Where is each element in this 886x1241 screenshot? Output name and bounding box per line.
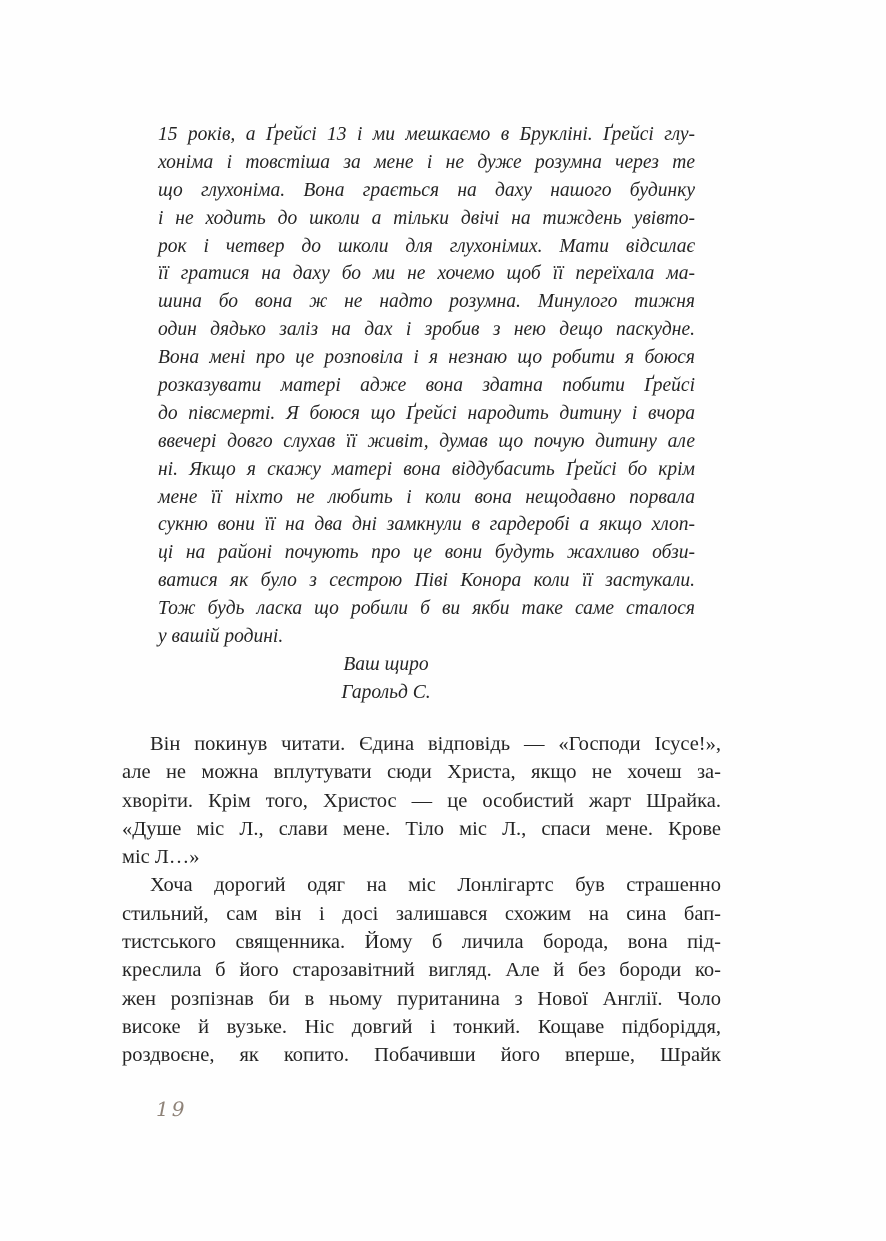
letter-line: шина бо вона ж не надто розумна. Минулого тижня xyxy=(158,291,695,313)
letter-line: до півсмерті. Я боюся що Ґрейсі народить дитину і вчора xyxy=(158,402,695,424)
paragraph-2 xyxy=(122,871,721,1069)
letter-line: рок і четвер до школи для глухонімих. Мати відсилає xyxy=(158,235,695,257)
body-line: високе й вузьке. Ніс довгий і тонкий. Кощаве підборіддя, xyxy=(122,1015,721,1038)
page-number-folio: 19 xyxy=(156,1097,188,1121)
body-line: але не можна вплутувати сюди Христа, якщо не хочеш за- xyxy=(122,761,721,784)
letter-line: розказувати матері адже вона здатна побити Ґрейсі xyxy=(158,375,695,397)
signature-line: Ваш щиро xyxy=(343,653,429,675)
letter-line: Тож будь ласка що робили б ви якби таке саме сталося xyxy=(158,598,695,620)
body-line: хворіти. Крім того, Христос — це особистий жарт Шрайка. xyxy=(122,789,721,812)
letter-line: один дядько заліз на дах і зробив з нею дещо паскудне. xyxy=(158,319,695,341)
letter-line: мене її ніхто не любить і коли вона нещодавно порвала xyxy=(158,486,695,508)
letter-line: ватися як було з сестрою Піві Конора коли її застукали. xyxy=(158,570,695,592)
letter-body xyxy=(158,121,695,651)
body-line: тистського священника. Йому б личила борода, вона під- xyxy=(122,931,721,954)
letter-line: у вашій родині. xyxy=(158,626,284,648)
letter-line: Вона мені про це розповіла і я незнаю що робити я боюся xyxy=(158,347,695,369)
letter-excerpt xyxy=(158,121,695,707)
body-text xyxy=(122,730,721,1070)
body-line: Хоча дорогий одяг на міс Лонлігартс був страшенно xyxy=(150,874,721,897)
body-line: роздвоєне, як копито. Побачивши його вперше, Шрайк xyxy=(122,1044,721,1067)
letter-line: сукню вони її на два дні замкнули в гардеробі а якщо хлоп- xyxy=(158,514,695,536)
letter-signature xyxy=(158,651,614,707)
paragraph-1 xyxy=(122,730,721,871)
letter-line: що глухоніма. Вона грається на даху нашого будинку xyxy=(158,179,695,201)
body-line: стильний, сам він і досі залишався схожим на сина бап- xyxy=(122,902,721,925)
letter-line: хоніма і товстіша за мене і не дуже розумна через те xyxy=(158,151,695,173)
letter-line: ввечері довго слухав її живіт, думав що почую дитину але xyxy=(158,430,695,452)
body-line: міс Л…» xyxy=(122,846,200,869)
body-line: Він покинув читати. Єдина відповідь — «Господи Ісусе!», xyxy=(150,733,721,755)
body-line: «Душе міс Л., слави мене. Тіло міс Л., спаси мене. Крове xyxy=(122,817,721,840)
body-line: креслила б його старозавітний вигляд. Але й без бороди ко- xyxy=(122,959,721,982)
letter-line: і не ходить до школи а тільки двічі на тиждень увівто- xyxy=(158,207,695,229)
letter-line: її гратися на даху бо ми не хочемо щоб її переїхала ма- xyxy=(158,263,695,285)
letter-line: ці на районі почують про це вони будуть жахливо обзи- xyxy=(158,542,695,564)
signature-line: Гарольд С. xyxy=(341,681,431,703)
body-line: жен розпізнав би в ньому пуританина з Нової Англії. Чоло xyxy=(122,987,721,1010)
letter-line: ні. Якщо я скажу матері вона віддубасить Ґрейсі бо крім xyxy=(158,458,695,480)
letter-line: 15 років, а Ґрейсі 13 і ми мешкаємо в Брукліні. Ґрейсі глу- xyxy=(158,124,695,145)
